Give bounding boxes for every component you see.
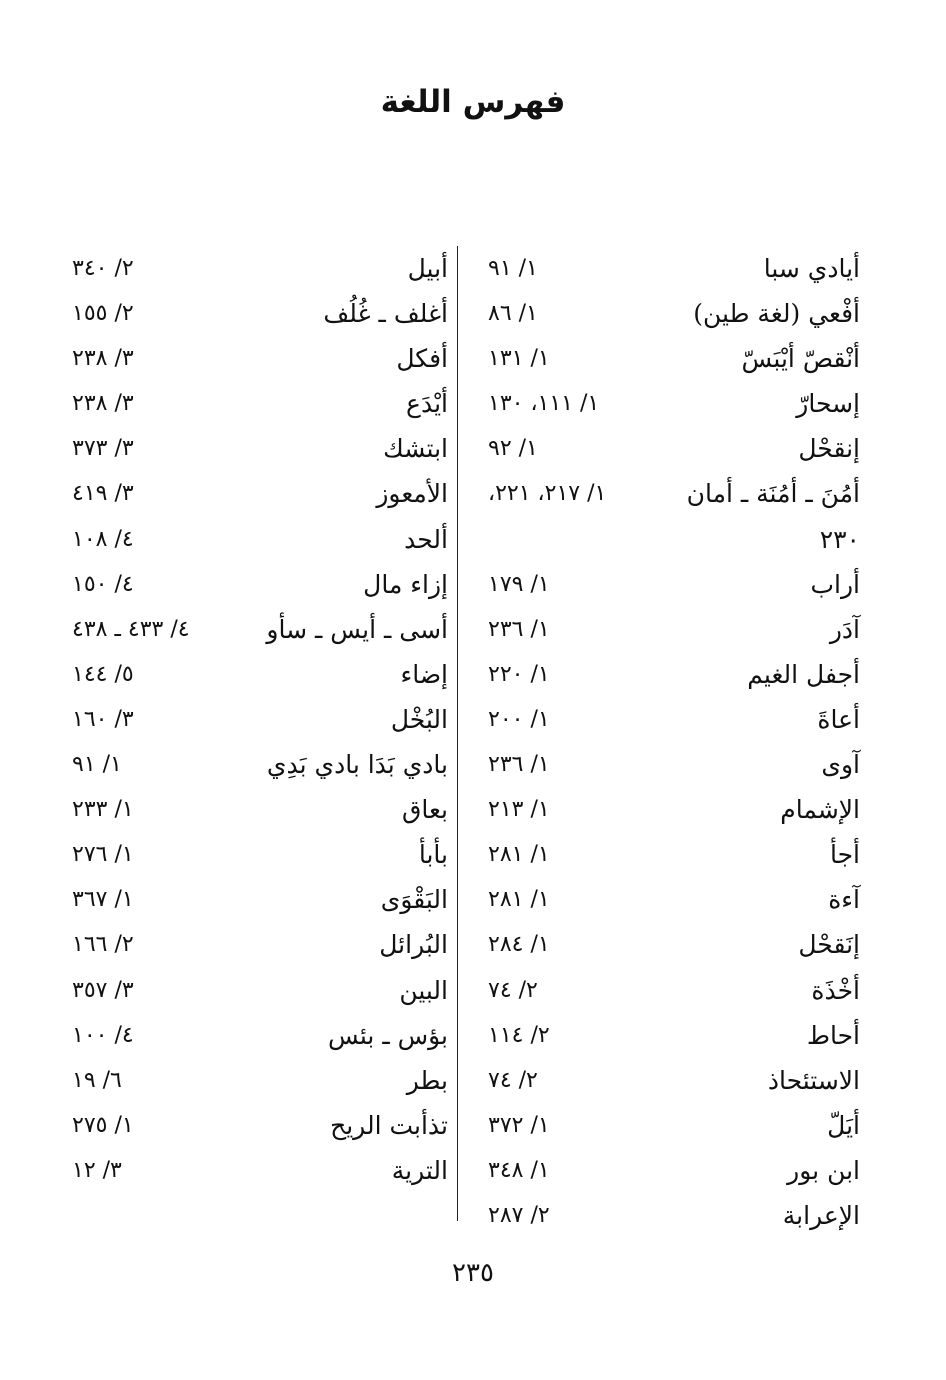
index-entry [480,742,866,787]
index-page-ref: ٢/ ٢٨٧ [488,1202,550,1228]
index-entry [60,246,452,291]
index-term: إزاء مال [363,569,448,599]
index-term: بطر [406,1065,448,1095]
index-page-ref: ١/ ٩٢ [488,436,538,462]
index-term: بعاق [401,795,448,825]
index-term: أمُنَ ـ أمُنَة ـ أمان [686,479,860,509]
index-term: الاستئحاذ [767,1065,860,1095]
index-entry [480,1103,866,1148]
index-entry [60,1058,452,1103]
index-entry [480,832,866,877]
index-page-ref: ٤/ ١٠٨ [72,526,134,552]
index-term: تذأبت الريح [330,1110,448,1140]
index-page-ref: ٢/ ٣٤٠ [72,256,134,281]
index-term: إسحارّ [796,389,860,419]
index-term: الإشمام [780,795,860,825]
index-entry [480,877,866,922]
index-term: أيادي سبا [763,254,860,283]
index-entry [60,562,452,607]
index-page-ref: ١/ ٢٣٦ [488,616,550,642]
index-page-ref: ١/ ٢٣٦ [488,752,550,778]
index-page-ref: ٢/ ١١٤ [488,1022,550,1048]
index-page-ref: ١/ ٨٦ [488,301,538,327]
index-page-ref: ٣/ ٣٧٣ [72,436,134,462]
index-term: ابتشك [383,434,448,464]
index-page-ref: ٣/ ٢٣٨ [72,391,134,417]
index-page-ref: ٣/ ٤١٩ [72,481,134,507]
index-term: الترية [391,1155,448,1185]
index-entry [480,336,866,381]
index-entry [480,697,866,742]
index-entry [60,1148,452,1193]
index-term: أنْقصّ أيْبَسّ [741,344,860,374]
index-page-ref: ١/ ٣٦٧ [72,887,134,913]
index-page-ref: ٦/ ١٩ [72,1067,122,1093]
index-term: أسى ـ أيس ـ سأو [266,614,448,644]
index-term: آوى [821,750,860,780]
index-entry [60,968,452,1013]
index-page-ref: ١/ ١٧٩ [488,571,550,597]
index-column-left [60,246,452,1193]
index-page-ref: ١/ ٢٣٣ [72,797,134,823]
index-term: ألحد [404,524,448,554]
index-term: أبيل [407,254,448,283]
index-entry [480,787,866,832]
index-page-ref: ١/ ٢٢٠ [488,661,550,687]
index-entry [60,787,452,832]
index-entry [480,517,866,562]
index-page-ref: ١/ ٢٨١ [488,842,550,868]
index-page-ref: ١/ ٣٧٢ [488,1112,550,1138]
index-page-ref: ١/ ٩١ [488,256,538,281]
index-entry [60,381,452,426]
index-entry [480,968,866,1013]
index-term: أعاةَ [817,704,860,734]
index-entry [60,922,452,967]
index-entry [60,336,452,381]
index-term: آدَر [829,614,860,644]
index-term: إنقحْل [798,434,860,464]
index-term: بادي بَدَا بادي بَدِي [266,750,448,780]
index-entry [60,652,452,697]
index-page-ref: ٤/ ١٥٠ [72,571,134,597]
index-entry [60,877,452,922]
index-page-ref: ٤/ ٤٣٣ ـ ٤٣٨ [72,616,190,642]
index-entry [480,1058,866,1103]
index-term: أفْعي (لغة طين) [693,299,860,329]
index-page-ref: ١/ ٢٨٤ [488,932,550,958]
index-term: أغلف ـ غُلُف [323,299,448,329]
index-term: الأمعوز [376,479,448,509]
index-page-ref: ١/ ٢٠٠ [488,706,550,732]
index-page-ref: ٤/ ١٠٠ [72,1022,134,1048]
index-entry [480,1013,866,1058]
index-page-ref: ٢/ ١٦٦ [72,932,134,958]
index-term: أجأ [829,840,860,870]
index-page-ref: ٣/ ٣٥٧ [72,977,134,1003]
index-term: أيْدَع [406,389,448,419]
index-entry [480,562,866,607]
index-term: بأبأ [418,840,448,870]
index-entry [480,1193,866,1238]
index-page-ref: ١/ ٢٧٦ [72,842,134,868]
index-term: أراب [810,569,860,599]
index-entry [480,246,866,291]
index-page-ref: ١/ ٢٨١ [488,887,550,913]
index-term: أفكل [396,344,448,374]
index-entry [60,426,452,471]
index-entry [60,291,452,336]
index-page-ref: ١/ ٢٧٥ [72,1112,134,1138]
index-page-ref: ٣/ ٢٣٨ [72,346,134,372]
index-entry [480,381,866,426]
index-term: ابن بور [787,1155,860,1185]
index-entry [60,742,452,787]
index-entry [60,1103,452,1148]
index-term: الإعرابة [782,1200,860,1230]
index-term: البين [399,975,448,1005]
index-entry [60,832,452,877]
index-page-ref: ١/ ١٣١ [488,346,550,372]
index-page-ref: ٣/ ١٦٠ [72,706,134,732]
index-term: ٢٣٠ [819,524,860,554]
index-entry [480,426,866,471]
index-entry [60,1013,452,1058]
index-entry [60,607,452,652]
index-term: أحاط [806,1020,860,1050]
index-page-ref: ٢/ ٧٤ [488,1067,538,1093]
column-divider [457,246,458,1221]
index-page-ref: ١/ ٢١٣ [488,797,550,823]
index-term: أخْذَة [811,975,860,1005]
index-term: أيَلّ [827,1110,860,1140]
index-entry [60,697,452,742]
index-entry [480,291,866,336]
index-page-ref: ٢/ ١٥٥ [72,301,134,327]
index-term: البُرائل [379,930,448,960]
index-entry [480,922,866,967]
index-term: بؤس ـ بئس [328,1020,448,1050]
index-term: إنَقحْل [798,930,860,960]
index-page-ref: ٣/ ١٢ [72,1157,122,1183]
index-entry [480,607,866,652]
index-entry [480,652,866,697]
index-page-ref: ١/ ٩١ [72,752,122,778]
index-term: البُخْل [390,704,448,734]
index-entry [60,517,452,562]
index-term: إضاء [400,659,448,689]
index-page-ref: ١/ ١١١، ١٣٠ [488,391,600,417]
index-term: أجفل الغيم [747,659,860,689]
index-page-ref: ١/ ٣٤٨ [488,1157,550,1183]
index-page-ref: ١/ ٢١٧، ٢٢١، [488,481,607,507]
index-entry [480,471,866,516]
index-term: آءة [828,885,860,915]
page-title: فهرس اللغة [380,84,566,120]
index-column-right [480,246,866,1238]
page-number: ٢٣٥ [452,1258,494,1288]
index-page-ref: ٢/ ٧٤ [488,977,538,1003]
index-page-ref: ٥/ ١٤٤ [72,661,134,687]
index-term: البَقْوَى [380,885,448,915]
index-entry [480,1148,866,1193]
index-entry [60,471,452,516]
